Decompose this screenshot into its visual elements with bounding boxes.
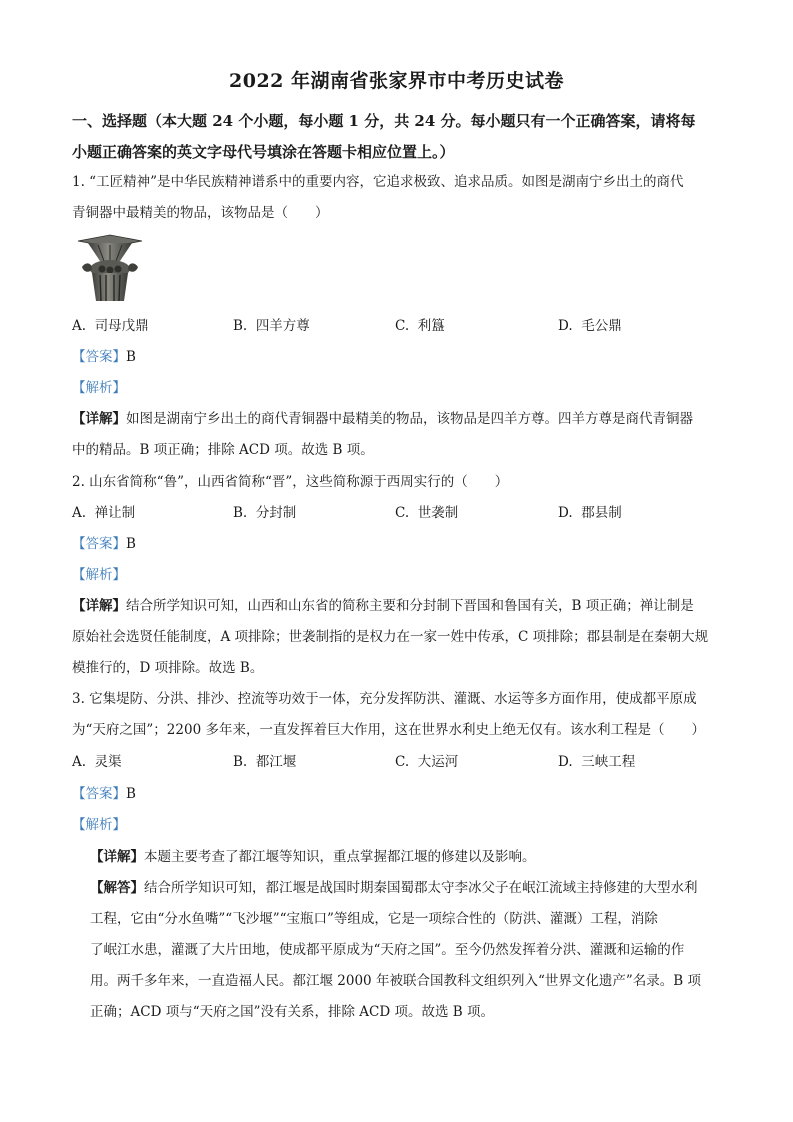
question-2-option-a: A. 禅让制	[72, 505, 136, 521]
bronze-vessel-icon	[74, 233, 146, 305]
question-1-detail-line-1: 【详解】如图是湖南宁乡出土的商代青铜器中最精美的物品，该物品是四羊方尊。四羊方尊是商代青铜器	[72, 411, 693, 427]
answer-label: 【答案】	[72, 349, 126, 365]
question-3-options	[72, 752, 732, 772]
section-heading	[72, 106, 732, 168]
question-3-solution-line-5: 正确；ACD 项与“天府之国”没有关系，排除 ACD 项。故选 B 项。	[90, 1004, 494, 1020]
question-1-answer	[72, 347, 136, 367]
question-3-detail-line-1: 【详解】本题主要考查了都江堰等知识，重点掌握都江堰的修建以及影响。	[90, 849, 536, 865]
question-2-option-c: C. 世袭制	[395, 505, 459, 521]
question-2-stem-line-1: 2. 山东省简称“鲁”，山西省简称“晋”，这些简称源于西周实行的（ ）	[72, 474, 509, 490]
question-1-option-c: C. 利簋	[395, 318, 445, 334]
answer-label: 【答案】	[72, 536, 126, 552]
question-3-option-c: C. 大运河	[395, 754, 459, 770]
analysis-label: 【解析】	[72, 817, 126, 833]
answer-value: B	[126, 536, 136, 552]
question-3-stem-line-1: 3. 它集堤防、分洪、排沙、控流等功效于一体，充分发挥防洪、灌溉、水运等多方面作用，使成都平原成	[72, 691, 697, 707]
question-3-answer	[72, 784, 136, 804]
detail-label: 【详解】	[90, 849, 144, 865]
section-heading-line-2: 小题正确答案的英文字母代号填涂在答题卡相应位置上。）	[72, 143, 455, 161]
answer-value: B	[126, 786, 136, 802]
question-1-analysis-label	[72, 378, 126, 398]
question-1-option-a: A. 司母戊鼎	[72, 318, 149, 334]
question-2-option-b: B. 分封制	[233, 505, 297, 521]
question-3-solution-line-3: 了岷江水患，灌溉了大片田地，使成都平原成为“天府之国”。至今仍然发挥着分洪、灌溉和运输的作	[90, 942, 685, 958]
analysis-label: 【解析】	[72, 567, 126, 583]
answer-label: 【答案】	[72, 786, 126, 802]
question-2-detail-line-2: 原始社会选贤任能制度，A 项排除；世袭制指的是权力在一家一姓中传承，C 项排除；郡县制是在秦朝大规	[72, 629, 709, 645]
question-3-solution-line-2: 工程，它由“分水鱼嘴”“飞沙堰”“宝瓶口”等组成，它是一项综合性的（防洪、灌溉）工程，消除	[90, 911, 658, 927]
detail-label: 【详解】	[72, 411, 126, 427]
question-3-option-b: B. 都江堰	[233, 754, 297, 770]
section-heading-line-1: 一、选择题（本大题 24 个小题，每小题 1 分，共 24 分。每小题只有一个正确答案，请将每	[72, 112, 696, 130]
solution-label: 【解答】	[90, 880, 144, 896]
question-3-solution-line-1: 【解答】结合所学知识可知，都江堰是战国时期秦国蜀郡太守李冰父子在岷江流域主持修建的大型水利	[90, 880, 698, 896]
question-2-answer	[72, 534, 136, 554]
question-3-option-d: D. 三峡工程	[558, 754, 636, 770]
question-1-options	[72, 316, 732, 336]
question-1-option-d: D. 毛公鼎	[558, 318, 622, 334]
question-2-option-d: D. 郡县制	[558, 505, 622, 521]
question-3-solution-line-4: 用。两千多年来，一直造福人民。都江堰 2000 年被联合国教科文组织列入“世界文化遗产”名录。B 项	[90, 973, 701, 989]
question-1-detail-line-2: 中的精品。B 项正确；排除 ACD 项。故选 B 项。	[72, 442, 374, 458]
page-title: 2022 年湖南省张家界市中考历史试卷	[229, 70, 564, 92]
question-2-detail-line-1: 【详解】结合所学知识可知，山西和山东省的简称主要和分封制下晋国和鲁国有关，B 项正确；禅让制是	[72, 598, 694, 614]
question-1-option-b: B. 四羊方尊	[233, 318, 310, 334]
analysis-label: 【解析】	[72, 380, 126, 396]
question-3-stem-line-2: 为“天府之国”；2200 多年来，一直发挥着巨大作用，这在世界水利史上绝无仅有。该水利工程是（ ）	[72, 722, 705, 738]
answer-value: B	[126, 349, 136, 365]
question-1-stem-line-1: 1. “工匠精神”是中华民族精神谱系中的重要内容，它追求极致、追求品质。如图是湖南宁乡出土的商代	[72, 174, 684, 190]
question-2-options	[72, 503, 732, 523]
question-1-stem-line-2: 青铜器中最精美的物品，该物品是（ ）	[72, 205, 329, 221]
question-2-detail-line-3: 模推行的，D 项排除。故选 B。	[72, 660, 264, 676]
bronze-zun-vessel-image	[74, 233, 146, 305]
question-2-analysis-label	[72, 565, 126, 585]
question-3-analysis-label	[72, 815, 126, 835]
detail-label: 【详解】	[72, 598, 126, 614]
question-3-option-a: A. 灵渠	[72, 754, 122, 770]
